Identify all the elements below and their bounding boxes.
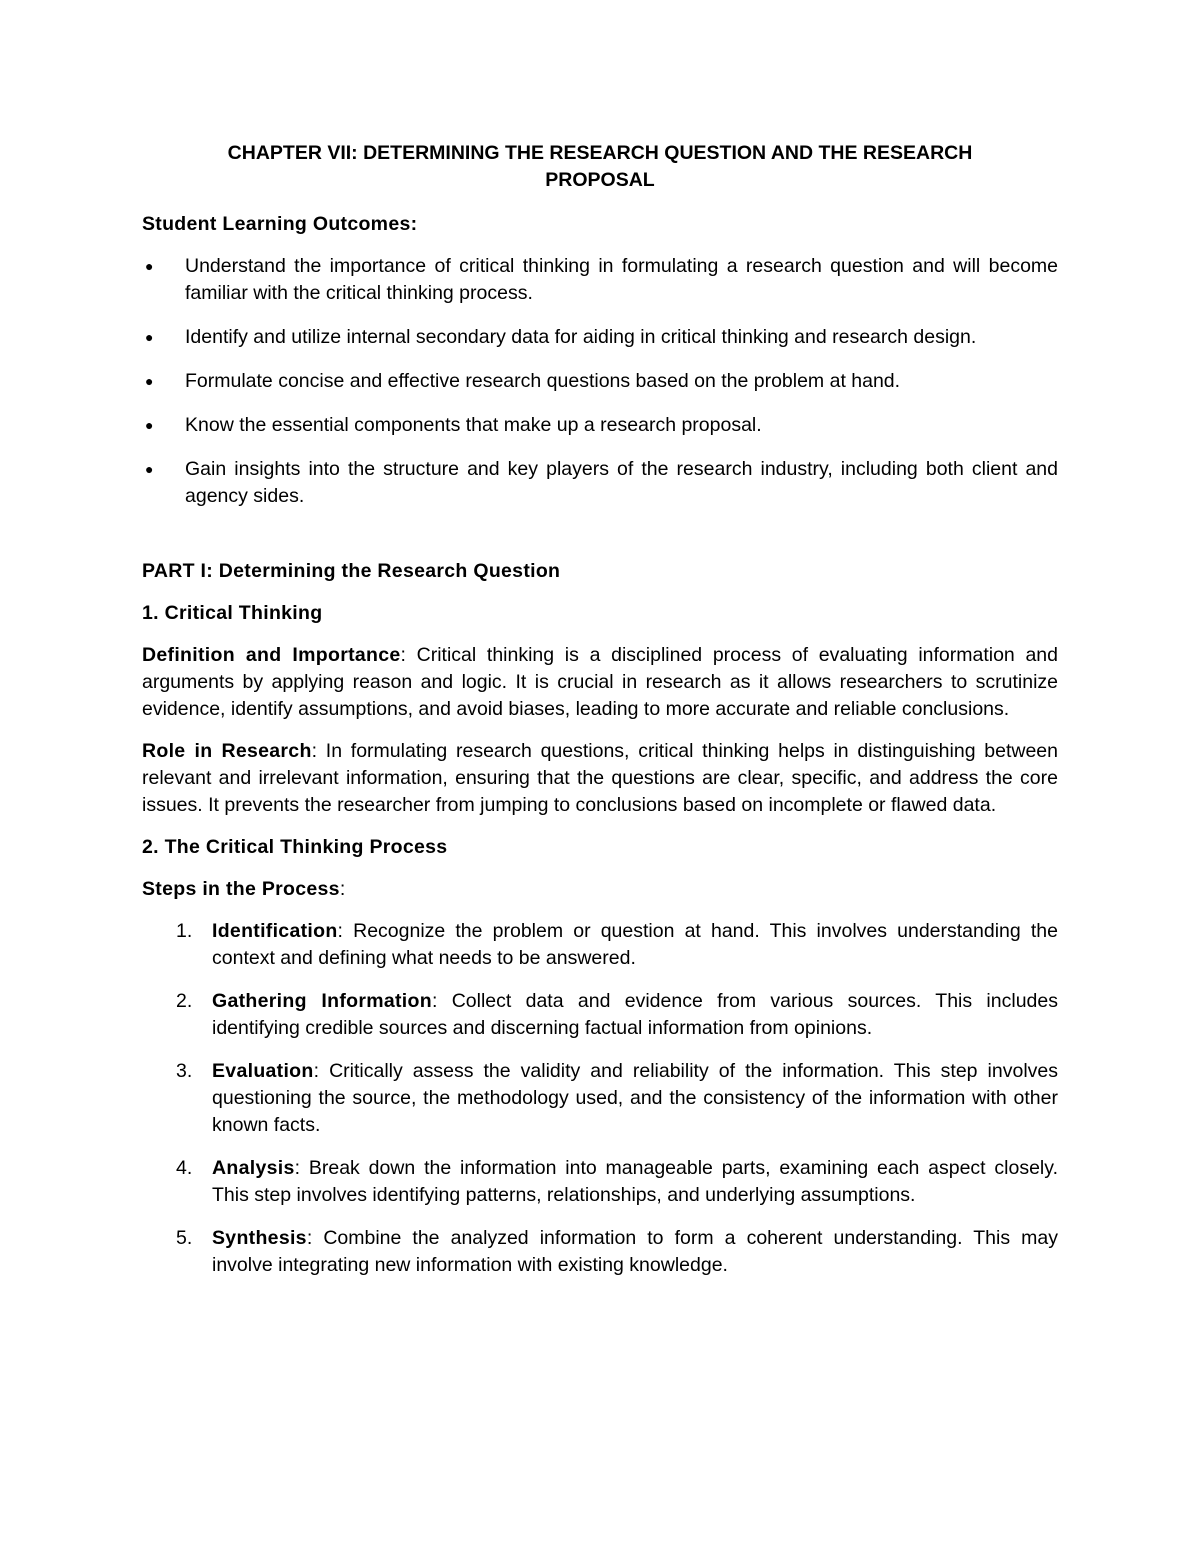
bullet-icon: ● [145, 461, 154, 477]
step-label: Gathering Information [212, 990, 432, 1012]
step-text: : Collect data and evidence from various sources. This includes identifying credible sources and discerning factual information from opinions. [212, 990, 1058, 1039]
section-1-heading: 1. Critical Thinking [142, 602, 323, 624]
document-page [142, 140, 1058, 1295]
definition-text: : Critical thinking is a disciplined process of evaluating information and arguments by applying reason and logic. It is crucial in research as it allows researchers to scrutinize evidence, identify assumptions, and avoid biases, leading to more accurate and reliable conclusions. [142, 644, 1058, 720]
step-text: : Recognize the problem or question at hand. This involves understanding the context and defining what needs to be answered. [212, 920, 1058, 969]
step-text: : Break down the information into manageable parts, examining each aspect closely. This step involves identifying patterns, relationships, and underlying assumptions. [212, 1157, 1058, 1206]
outcome-item [142, 368, 1058, 395]
step-number: 1. [176, 920, 193, 942]
bullet-icon: ● [145, 329, 154, 345]
step-number: 4. [176, 1157, 193, 1179]
definition-label: Definition and Importance [142, 644, 401, 666]
part-1-heading: PART I: Determining the Research Question [142, 560, 561, 582]
outcomes-heading: Student Learning Outcomes: [142, 213, 418, 235]
outcome-item [142, 456, 1058, 510]
bullet-icon: ● [145, 373, 154, 389]
outcome-text: Formulate concise and effective research questions based on the problem at hand. [185, 370, 901, 392]
step-item [142, 988, 1058, 1042]
section-2-heading: 2. The Critical Thinking Process [142, 836, 448, 858]
outcome-text: Gain insights into the structure and key players of the research industry, including both client and agency sides. [185, 458, 1058, 507]
outcome-text: Know the essential components that make up a research proposal. [185, 414, 762, 436]
outcome-item [142, 412, 1058, 439]
outcome-item [142, 253, 1058, 307]
outcome-item [142, 324, 1058, 351]
step-label: Evaluation [212, 1060, 314, 1082]
outcome-text: Understand the importance of critical thinking in formulating a research question and will become familiar with the critical thinking process. [185, 255, 1058, 304]
definition-paragraph [142, 642, 1058, 723]
step-label: Identification [212, 920, 338, 942]
outcomes-list [142, 253, 1058, 510]
chapter-title-line-1: CHAPTER VII: DETERMINING THE RESEARCH QUESTION AND THE RESEARCH [227, 142, 973, 164]
steps-heading-label: Steps in the Process [142, 878, 340, 900]
steps-heading-suffix: : [339, 878, 346, 900]
step-number: 5. [176, 1227, 193, 1249]
steps-list [142, 918, 1058, 1279]
step-label: Analysis [212, 1157, 295, 1179]
step-label: Synthesis [212, 1227, 307, 1249]
step-text: : Critically assess the validity and reliability of the information. This step involves questioning the source, the methodology used, and the consistency of the information with other known facts. [212, 1060, 1058, 1136]
step-number: 3. [176, 1060, 193, 1082]
role-paragraph [142, 738, 1058, 819]
step-item [142, 1058, 1058, 1139]
step-number: 2. [176, 990, 193, 1012]
bullet-icon: ● [145, 417, 154, 433]
bullet-icon: ● [145, 258, 154, 274]
role-text: : In formulating research questions, critical thinking helps in distinguishing between relevant and irrelevant information, ensuring that the questions are clear, specific, and address the core issues. It prevents the researcher from jumping to conclusions based on incomplete or flawed data. [142, 740, 1058, 816]
step-item [142, 1225, 1058, 1279]
steps-heading [142, 876, 1058, 903]
role-label: Role in Research [142, 740, 312, 762]
chapter-title [142, 140, 1058, 194]
outcome-text: Identify and utilize internal secondary data for aiding in critical thinking and research design. [185, 326, 977, 348]
step-text: : Combine the analyzed information to form a coherent understanding. This may involve integrating new information with existing knowledge. [212, 1227, 1058, 1276]
step-item [142, 918, 1058, 972]
chapter-title-line-2: PROPOSAL [545, 169, 655, 191]
step-item [142, 1155, 1058, 1209]
